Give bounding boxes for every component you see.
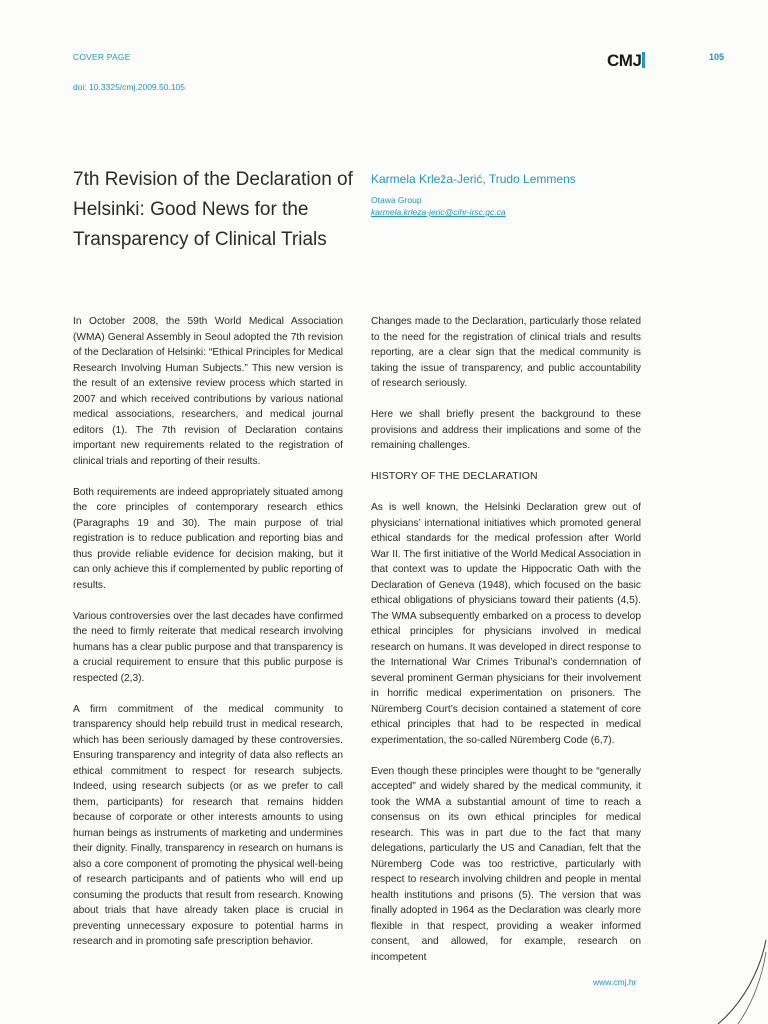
page-number: 105 <box>709 52 725 62</box>
body-paragraph: As is well known, the Helsinki Declaration grew out of physicians’ international initiatives which promoted general ethical standards for the medical profession after World War II. The first initiative of the World Medical Association in that context was to update the Hippocratic Oath with the Declaration of Geneva (1948), which focused on the basic ethical obligations of physicians toward their patients (4,5). The WMA subsequently embarked on a process to develop ethical principles for physicians involved in medical research on humans. It was developed in direct response to the International War Crimes Tribunal’s condemnation of several prominent German physicians for their involvement in horrific medical experimentation on prisoners. The Nüremberg Court’s decision contained a statement of core ethical principles that had to be respected in medical experimentation, the so-called Nüremberg Code (6,7). <box>371 502 641 746</box>
section-label: COVER PAGE <box>73 52 131 62</box>
section-heading: HISTORY OF THE DECLARATION <box>371 470 538 482</box>
body-paragraph: Changes made to the Declaration, particularly those related to the need for the registration of clinical trials and results reporting, are a clear sign that the medical community is taking the issue of transparency, and public accountability of research seriously. <box>371 316 641 389</box>
author-affiliation-block <box>371 194 506 218</box>
left-text-column <box>73 314 343 965</box>
author-email-link[interactable]: karmela.krleza-jeric@cihr-irsc.gc.ca <box>371 207 506 217</box>
author-list: Karmela Krleža-Jerić, Trudo Lemmens <box>371 172 576 186</box>
affiliation: Otawa Group <box>371 195 422 205</box>
body-paragraph: Here we shall briefly present the background to these provisions and address their implications and some of the remaining challenges. <box>371 409 641 451</box>
body-paragraph: Even though these principles were thought to be “generally accepted” and widely shared by the medical community, it took the WMA a substantial amount of time to reach a consensus on its own ethical principles for medical research. This was in part due to the fact that many delegations, particularly the US and Canadian, felt that the Nüremberg Code was too restrictive, particularly with respect to research involving children and people in mental health institutions and prisons (5). The version that was finally adopted in 1964 as the Declaration was clearly more flexible in that respect, providing a weaker informed consent, and allowed, for example, research on incompetent <box>371 765 641 963</box>
body-paragraph: Various controversies over the last decades have confirmed the need to firmly reiterate that medical research involving humans has a clear public purpose and that transparency is a crucial requirement to ensure that this public purpose is respected (2,3). <box>73 610 343 684</box>
doi-link[interactable]: doi: 10.3325/cmj.2009.50.105 <box>73 82 186 92</box>
journal-logo <box>607 51 645 71</box>
journal-website-link[interactable]: www.cmj.hr <box>593 977 637 987</box>
logo-bar-icon <box>642 52 645 68</box>
page-curl-icon <box>708 940 768 1024</box>
right-text-column <box>371 314 641 981</box>
journal-logo-text: CMJ <box>607 51 642 70</box>
body-paragraph: In October 2008, the 59th World Medical Association (WMA) General Assembly in Seoul adopted the 7th revision of the Declaration of Helsinki: “Ethical Principles for Medical Research Involving Human Subjects.” This new version is the result of an extensive review process which started in 2007 and which received contributions by various national medical associations, researchers, and medical journal editors (1). The 7th revision of Declaration contains important new requirements related to the registration of clinical trials and reporting of their results. <box>73 316 343 467</box>
body-paragraph: Both requirements are indeed appropriately situated among the core principles of contemporary research ethics (Paragraphs 19 and 30). The main purpose of trial registration is to reduce publication and reporting bias and thus provide reliable evidence for decision making, but it can only achieve this if complemented by public reporting of results. <box>73 486 343 591</box>
body-paragraph: A firm commitment of the medical community to transparency should help rebuild trust in medical research, which has been seriously damaged by these controversies. Ensuring transparency and integrity of data also reflects an ethical commitment to respect for research subjects. Indeed, using research subjects (or as we prefer to call them, participants) for research that remains hidden because of corporate or other interests amounts to using human beings as instruments of marketing and undermines their dignity. Finally, transparency in research on humans is also a core component of promoting the physical well-being of research participants and of patients who will end up consuming the products that result from research. Knowing about trials that have already taken place is crucial in preventing unnecessary exposure to potential harms in research and in promoting safe prescription behavior. <box>73 703 343 947</box>
article-title: 7th Revision of the Declaration of Helsinki: Good News for the Transparency of Clinical Trials <box>73 169 353 250</box>
